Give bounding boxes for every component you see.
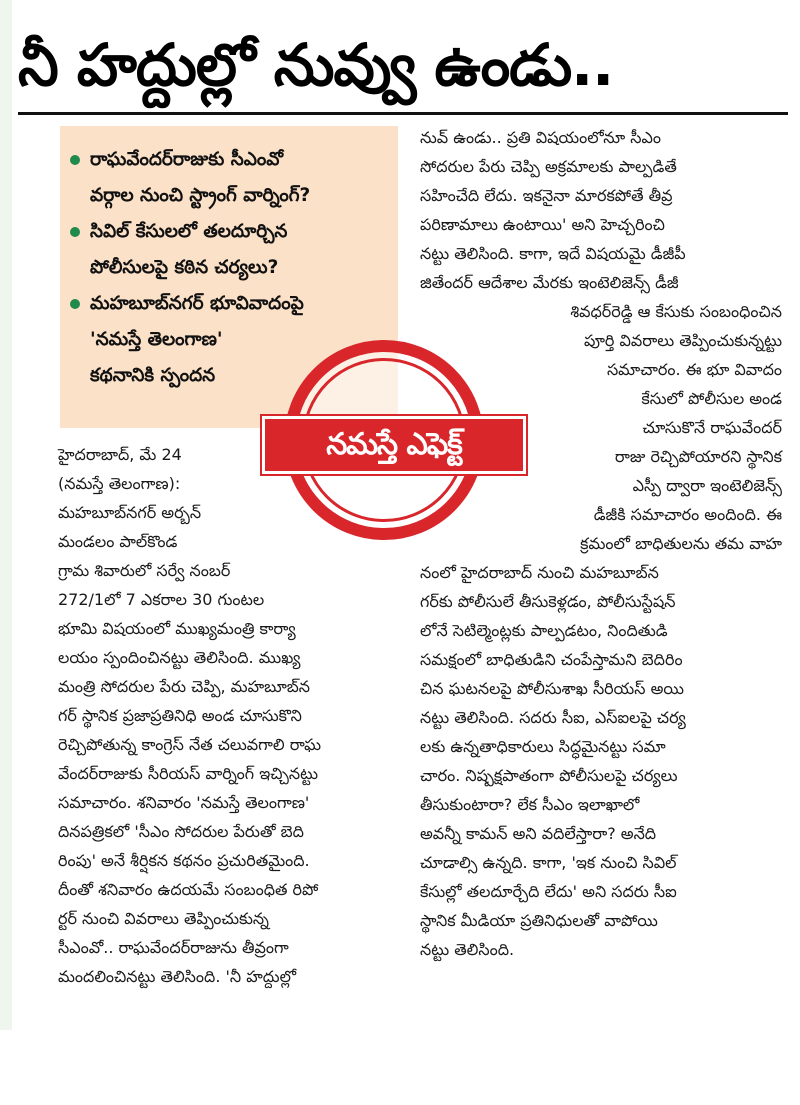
text-line: నట్టు తెలిసింది. కాగా, ఇదే విషయమై డీజీపీ	[420, 244, 686, 263]
highlight-item	[70, 286, 388, 322]
bullet-icon	[70, 155, 80, 165]
text-line: మండలం పాల్‌కొండ	[58, 532, 178, 551]
text-line: సమాచారం. ఈ భూ వివాదం	[606, 360, 782, 379]
stamp-banner: నమస్తే ఎఫెక్ట్	[262, 416, 526, 474]
text-line: చిన ఘటనలపై పోలీసుశాఖ సీరియస్ అయి	[420, 679, 684, 698]
text-line: సమాచారం. శనివారం 'నమస్తే తెలంగాణ'	[58, 793, 310, 812]
bullet-icon	[70, 299, 80, 309]
text-line: చూసుకొనే రాఘవేందర్	[642, 418, 782, 437]
text-line: ర్టర్ నుంచి వివరాలు తెప్పించుకున్న	[58, 909, 269, 928]
highlight-text: 'నమస్తే తెలంగాణ'	[90, 329, 223, 350]
namaste-effect-stamp	[262, 340, 526, 544]
text-line: అవన్నీ కామన్ అని వదిలేస్తారా? అనేది	[420, 824, 657, 843]
highlight-item	[70, 214, 388, 250]
text-line: చారం. నిష్పక్షపాతంగా పోలీసులపై చర్యలు	[420, 766, 678, 785]
text-line: దీంతో శనివారం ఉదయమే సంబంధిత రిపో	[58, 880, 319, 899]
text-line: నంలో హైదరాబాద్ నుంచి మహబూబ్‌న	[420, 563, 659, 582]
highlight-item	[70, 250, 388, 286]
text-line: నట్టు తెలిసింది.	[420, 940, 515, 959]
text-line: గ్రామ శివారులో సర్వే నంబర్	[58, 561, 231, 580]
text-line: మహబూబ్‌నగర్ అర్బన్	[58, 503, 202, 522]
headline: నీ హద్దుల్లో నువ్వు ఉండు..	[18, 31, 614, 99]
text-line: పరిణామాలు ఉంటాయి' అని హెచ్చరించి	[420, 215, 665, 234]
highlight-text: సివిల్ కేసులలో తలదూర్చిన	[90, 221, 288, 242]
highlight-text: రాఘవేందర్‌రాజుకు సీఎంవో	[90, 149, 284, 170]
text-line: రింపు' అనే శీర్షికన కథనం ప్రచురితమైంది.	[58, 851, 310, 870]
text-line: సోదరుల పేరు చెప్పి అక్రమాలకు పాల్పడితే	[420, 157, 677, 176]
text-line: స్థానిక మీడియా ప్రతినిధులతో వాపోయి	[420, 911, 658, 930]
text-line: లకు ఉన్నతాధికారులు సిద్ధమైనట్టు సమా	[420, 737, 666, 756]
text-line: శివధర్‌రెడ్డి ఆ కేసుకు సంబంధించిన	[570, 302, 782, 321]
text-line: నట్టు తెలిసింది. సదరు సీఐ, ఎస్‌ఐలపై చర్య	[420, 708, 686, 727]
text-line: మంత్రి సోదరుల పేరు చెప్పి, మహబూబ్‌న	[58, 677, 311, 696]
text-line: భూమి విషయంలో ముఖ్యమంత్రి కార్యా	[58, 619, 296, 638]
text-line: డీజీకి సమాచారం అందింది. ఈ	[593, 505, 782, 524]
text-line: లయం స్పందించినట్టు తెలిసింది. ముఖ్య	[58, 648, 301, 667]
text-line: నువ్ ఉండు.. ప్రతి విషయంలోనూ సీఎం	[420, 128, 661, 147]
text-line: సహించేది లేదు. ఇకనైనా మారకపోతే తీవ్ర	[420, 186, 673, 205]
text-line: రెచ్చిపోతున్న కాంగ్రెస్ నేత చలువగాలి రాఘ	[58, 735, 322, 754]
text-line: మందలించినట్టు తెలిసింది. 'నీ హద్దుల్లో	[58, 967, 297, 986]
text-line: వేందర్‌రాజుకు సీరియస్ వార్నింగ్ ఇచ్చినట్టు	[58, 764, 319, 783]
text-line: కేసులో పోలీసుల అండ	[641, 389, 782, 408]
text-line: రాజు రెచ్చిపోయారని స్థానిక	[614, 447, 782, 466]
left-edge-strip	[0, 0, 12, 1030]
text-line: గర్ స్థానిక ప్రజాప్రతినిధి అండ చూసుకొని	[58, 706, 302, 725]
text-line: చూడాల్సి ఉన్నది. కాగా, 'ఇక నుంచి సివిల్	[420, 853, 677, 872]
text-line: గర్‌కు పోలీసులే తీసుకెళ్లడం, పోలీసుస్టేషన్	[420, 592, 676, 611]
highlight-text: పోలీసులపై కఠిన చర్యలు?	[90, 257, 279, 278]
text-line: లోనే సెటిల్మెంట్లకు పాల్పడటం, నిందితుడి	[420, 621, 668, 640]
text-line: కేసుల్లో తలదూర్చేది లేదు' అని సదరు సీఐ	[420, 882, 677, 901]
highlight-item	[70, 142, 388, 178]
highlight-text: వర్గాల నుంచి స్ట్రాంగ్ వార్నింగ్?	[90, 185, 311, 206]
text-line: సమక్షంలో బాధితుడిని చంపేస్తామని బెదిరిం	[420, 650, 683, 669]
text-line: (నమస్తే తెలంగాణ):	[58, 474, 181, 493]
text-line: సీఎంవో.. రాఘవేందర్‌రాజును తీవ్రంగా	[58, 938, 289, 957]
text-line: క్రమంలో బాధితులను తమ వాహ	[580, 534, 782, 553]
text-line: జితేందర్ ఆదేశాల మేరకు ఇంటెలిజెన్స్ డీజీ	[420, 273, 679, 292]
bullet-icon	[70, 227, 80, 237]
text-line: దినపత్రికలో 'సీఎం సోదరుల పేరుతో బెది	[58, 822, 304, 841]
text-line: ఎస్పీ ద్వారా ఇంటెలిజెన్స్	[632, 476, 782, 495]
highlight-item	[70, 178, 388, 214]
highlight-text: కథనానికి స్పందన	[90, 365, 216, 386]
text-line: 272/1లో 7 ఎకరాల 30 గుంటల	[58, 590, 265, 609]
text-line: పూర్తి వివరాలు తెప్పించుకున్నట్టు	[583, 331, 782, 350]
highlight-text: మహబూబ్‌నగర్ భూవివాదంపై	[90, 293, 304, 314]
text-line: తీసుకుంటారా? లేక సీఎం ఇలాఖాలో	[420, 795, 640, 814]
text-line: హైదరాబాద్, మే 24	[58, 445, 182, 464]
headline-rule	[18, 112, 788, 115]
